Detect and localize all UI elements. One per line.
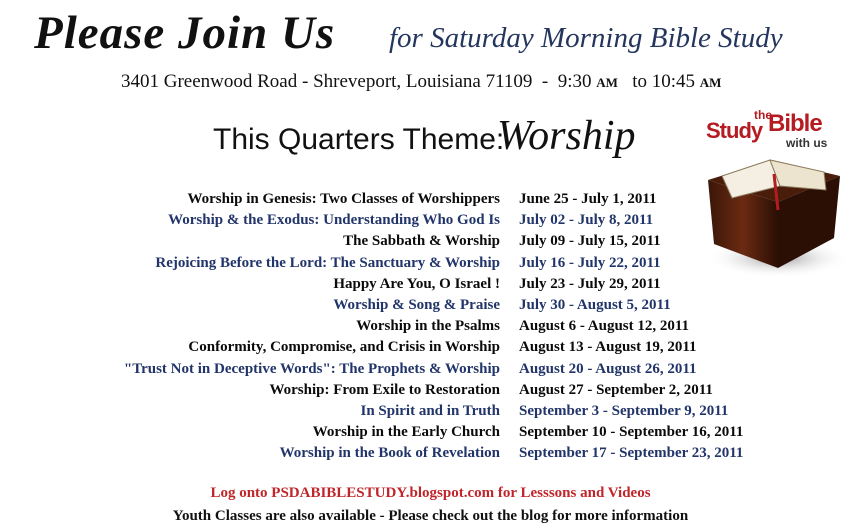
address-line: 3401 Greenwood Road - Shreveport, Louisiana 71109 - 9:30 AM to 10:45 AM xyxy=(121,71,722,92)
logo-text-with-us: with us xyxy=(786,136,828,150)
lesson-dates: September 17 - September 23, 2011 xyxy=(519,445,744,461)
lesson-title: Worship & Song & Praise xyxy=(333,297,500,313)
lesson-dates: July 16 - July 22, 2011 xyxy=(519,255,661,271)
start-suffix: AM xyxy=(596,75,618,90)
logo-text-the: the xyxy=(754,108,772,122)
theme-label: This Quarters Theme: xyxy=(213,123,505,156)
lesson-title: Worship in Genesis: Two Classes of Worshippers xyxy=(187,191,500,207)
lesson-dates: August 27 - September 2, 2011 xyxy=(519,382,713,398)
end-suffix: AM xyxy=(699,75,722,90)
logo-text-study: Study xyxy=(706,118,763,143)
address-street: 3401 Greenwood Road - Shreveport, Louisiana 71109 xyxy=(121,71,533,92)
lesson-dates: July 23 - July 29, 2011 xyxy=(519,276,661,292)
headline: Please Join Us xyxy=(34,7,336,59)
lesson-dates: August 20 - August 26, 2011 xyxy=(519,361,697,377)
theme-word: Worship xyxy=(497,113,636,159)
logo-text-bible: Bible xyxy=(768,110,822,137)
lesson-title: Happy Are You, O Israel ! xyxy=(333,276,500,292)
lesson-title: Worship in the Book of Revelation xyxy=(279,445,500,461)
lesson-dates: September 3 - September 9, 2011 xyxy=(519,403,729,419)
headline-subtitle: for Saturday Morning Bible Study xyxy=(389,22,783,54)
blog-note: Log onto PSDABIBLESTUDY.blogspot.com for Lesssons and Videos xyxy=(210,485,651,501)
start-time: 9:30 xyxy=(557,71,592,92)
lesson-title: Conformity, Compromise, and Crisis in Worship xyxy=(188,339,500,355)
youth-note: Youth Classes are also available - Please check out the blog for more information xyxy=(172,508,689,524)
lesson-dates: September 10 - September 16, 2011 xyxy=(519,424,744,440)
time-to: to xyxy=(632,71,647,92)
lesson-dates: June 25 - July 1, 2011 xyxy=(519,191,657,207)
lesson-title: Worship in the Early Church xyxy=(312,424,500,440)
lesson-title: Rejoicing Before the Lord: The Sanctuary & Worship xyxy=(155,255,500,271)
lesson-title: "Trust Not in Deceptive Words": The Prophets & Worship xyxy=(123,361,500,377)
lesson-title: Worship in the Psalms xyxy=(356,318,500,334)
lesson-dates: August 13 - August 19, 2011 xyxy=(519,339,697,355)
lesson-title: In Spirit and in Truth xyxy=(360,403,500,419)
lesson-title: Worship: From Exile to Restoration xyxy=(269,382,500,398)
lesson-dates: July 09 - July 15, 2011 xyxy=(519,233,661,249)
lesson-title: Worship & the Exodus: Understanding Who God Is xyxy=(168,212,500,228)
end-time: 10:45 xyxy=(651,71,695,92)
lesson-title: The Sabbath & Worship xyxy=(343,233,500,249)
lesson-dates: July 30 - August 5, 2011 xyxy=(519,297,671,313)
lesson-dates: August 6 - August 12, 2011 xyxy=(519,318,690,334)
lesson-dates: July 02 - July 8, 2011 xyxy=(519,212,654,228)
